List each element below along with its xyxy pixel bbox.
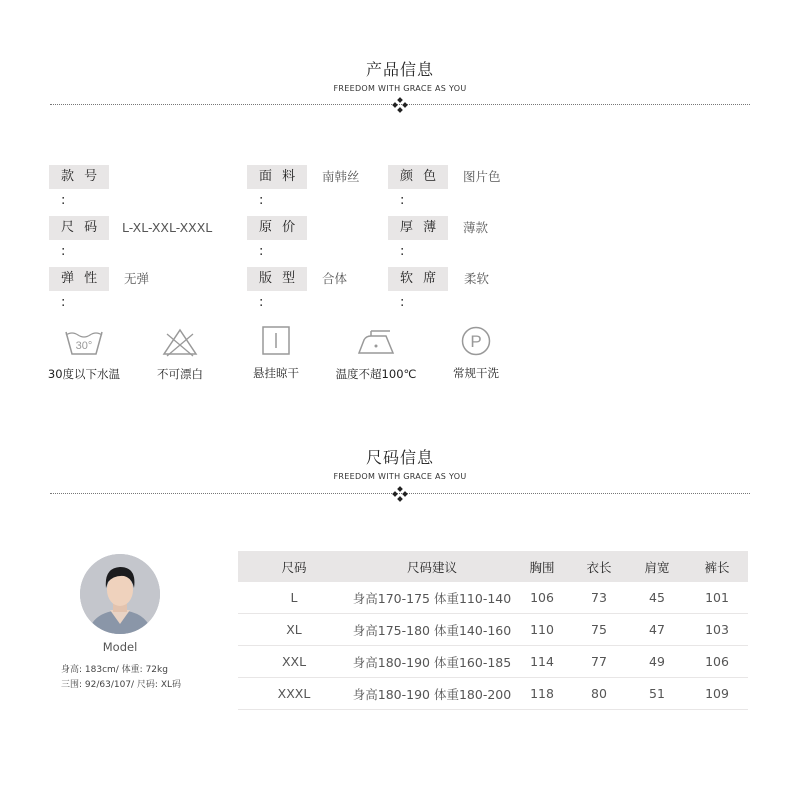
care-text-dry-clean: 常规干洗 (453, 366, 499, 380)
size-table-header-row (238, 551, 748, 582)
table-row (238, 582, 748, 614)
spec-label-elasticity: 弹 性 : (49, 267, 109, 291)
care-text-wash: 30度以下水温 (47, 367, 121, 381)
cell-length: 75 (570, 614, 628, 646)
size-info-title: 尺码信息 (365, 448, 434, 467)
table-row (238, 646, 748, 678)
spec-label-softness: 软 席 : (388, 267, 448, 291)
product-info-subtitle: FREEDOM WITH GRACE AS YOU (333, 84, 467, 93)
care-item-iron (326, 326, 426, 382)
header-suggestion: 尺码建议 (350, 551, 514, 582)
dry-clean-p-icon (460, 325, 492, 357)
model-label: Model (102, 640, 138, 654)
header-pants-length: 裤长 (686, 551, 748, 582)
product-info-title: 产品信息 (365, 60, 434, 79)
care-text-no-bleach: 不可漂白 (157, 367, 203, 381)
no-bleach-icon (161, 326, 199, 358)
cell-chest: 106 (514, 582, 570, 614)
cell-pants-length: 101 (686, 582, 748, 614)
spec-label-style-no: 款 号 : (49, 165, 109, 189)
cell-suggestion: 身高180-190 体重160-185 (350, 646, 514, 678)
care-item-no-bleach (130, 326, 230, 382)
spec-value-elasticity: 无弹 (124, 271, 150, 286)
cell-length: 80 (570, 678, 628, 710)
cell-chest: 114 (514, 646, 570, 678)
spec-value-size: L-XL-XXL-XXXL (122, 220, 213, 235)
care-text-iron: 温度不超100℃ (335, 367, 417, 381)
model-avatar (80, 554, 160, 634)
cell-chest: 118 (514, 678, 570, 710)
spec-label-fit: 版 型 : (247, 267, 307, 291)
header-length: 衣长 (570, 551, 628, 582)
cell-size: XXXL (238, 678, 350, 710)
header-shoulder: 肩宽 (628, 551, 686, 582)
spec-label-color: 颜 色 : (388, 165, 448, 189)
wash-30-icon (63, 326, 105, 358)
model-portrait-icon (80, 554, 160, 634)
cell-suggestion: 身高175-180 体重140-160 (350, 614, 514, 646)
cell-shoulder: 51 (628, 678, 686, 710)
cell-length: 73 (570, 582, 628, 614)
size-info-subtitle: FREEDOM WITH GRACE AS YOU (333, 472, 467, 481)
spec-label-size: 尺 码 : (49, 216, 109, 240)
diamond-ornament-icon (392, 97, 408, 113)
cell-pants-length: 103 (686, 614, 748, 646)
product-info-heading (0, 57, 800, 93)
care-item-dry-clean (426, 325, 526, 381)
cell-length: 77 (570, 646, 628, 678)
spec-value-softness: 柔软 (464, 271, 490, 286)
model-measurements: 三围: 92/63/107/ 尺码: XL码 (61, 680, 182, 690)
care-item-hang-dry (226, 325, 326, 381)
cell-size: XXL (238, 646, 350, 678)
spec-label-original-price: 原 价 : (247, 216, 307, 240)
spec-label-thickness: 厚 薄 : (388, 216, 448, 240)
header-size: 尺码 (238, 551, 350, 582)
cell-pants-length: 109 (686, 678, 748, 710)
wash-temp-symbol: 30° (75, 340, 93, 352)
size-table (238, 551, 748, 710)
header-chest: 胸围 (514, 551, 570, 582)
dry-clean-symbol: P (470, 332, 482, 351)
table-row (238, 678, 748, 710)
size-info-heading (0, 445, 800, 481)
cell-shoulder: 47 (628, 614, 686, 646)
cell-suggestion: 身高180-190 体重180-200 (350, 678, 514, 710)
spec-label-fabric: 面 料 : (247, 165, 307, 189)
table-row (238, 614, 748, 646)
cell-suggestion: 身高170-175 体重110-140 (350, 582, 514, 614)
cell-shoulder: 49 (628, 646, 686, 678)
spec-value-thickness: 薄款 (463, 220, 489, 235)
hang-dry-icon (260, 325, 292, 357)
care-item-wash (34, 326, 134, 382)
model-height-weight: 身高: 183cm/ 体重: 72kg (61, 665, 168, 675)
spec-value-fit: 合体 (322, 271, 348, 286)
care-text-hang-dry: 悬挂晾干 (253, 366, 299, 380)
spec-value-color: 图片色 (463, 169, 501, 184)
cell-pants-length: 106 (686, 646, 748, 678)
diamond-ornament-icon (392, 486, 408, 502)
iron-icon (356, 326, 396, 358)
spec-value-fabric: 南韩丝 (322, 169, 360, 184)
cell-size: XL (238, 614, 350, 646)
cell-size: L (238, 582, 350, 614)
cell-shoulder: 45 (628, 582, 686, 614)
cell-chest: 110 (514, 614, 570, 646)
